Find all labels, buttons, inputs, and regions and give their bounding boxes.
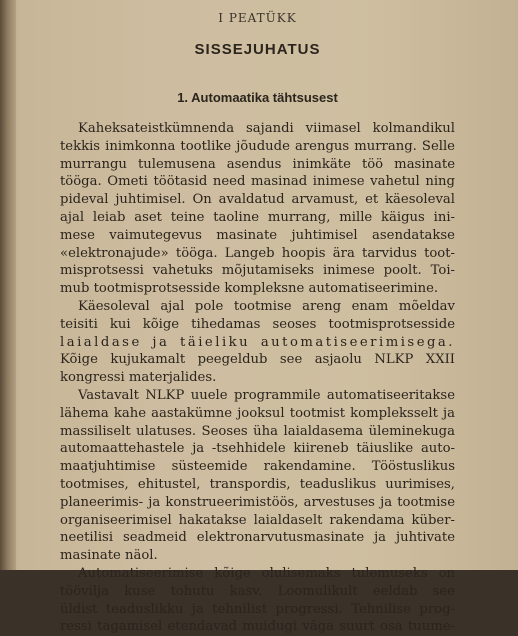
text-line: murrangu tulemusena asendus inimkäte töö masinate [60,156,455,172]
text-line: mub tootmisprotsesside kompleksne automatiseerimine. [60,281,439,297]
text-line: tööga. Ometi töötasid need masinad inimese vahetul ning [60,174,455,190]
text-line: tekkis inimkonna tootlike jõudude arengus murrang. Selle [60,138,455,154]
text-line: töövilja kuse tohutu kasv. Loomulikult eeldab see [60,583,455,599]
text-line: ajal leiab aset teine taoline murrang, mille käigus ini- [60,209,455,225]
text-line: ressi tagamisel etendavad muidugi väga suurt osa tuume- [60,619,455,635]
text-line: misprotsessi vahetuks mõjutamiseks inimese poolt. Toi- [60,263,455,279]
text-line: «elektronajude» tööga. Langeb hoopis ära tarvidus toot- [60,245,455,261]
text-line: masinate näol. [60,548,158,564]
text-line: organiseerimisel hakatakse laialdaselt rakendama küber- [60,512,455,528]
text-line: planeerimis- ja konstrueerimistöös, arvestuses ja tootmise [60,494,455,510]
text-line: Kaheksateistkümnenda sajandi viimasel kolmandikul [78,121,455,136]
text-line: teisiti kui kõige tihedamas seoses tootmisprotsesside [60,316,455,332]
text-line: maatjuhtimise süsteemide rakendamine. Tööstuslikus [60,459,455,475]
text-line: tootmises, ehitustel, transpordis, teaduslikus uurimises, [60,476,455,492]
chapter-label: I PEATÜKK [218,11,297,25]
text-line: lähema kahe aastakümne jooksul tootmist kompleksselt ja [60,405,455,421]
text-line: üldist teaduslikku ja tehnilist progressi. Tehnilise prog- [60,601,455,617]
text-line: pideval juhtimisel. On avaldatud arvamust, et käesoleval [60,192,455,208]
text-line: neetilisi seadmeid elektronarvutusmasinate ja juhtivate [60,530,455,546]
text-line: Käesoleval ajal pole tootmise areng enam mõeldav [78,298,455,314]
text-line: laialdase ja täieliku automatiseerimisega. [60,334,455,350]
section-heading: 1. Automaatika tähtsusest [177,90,338,105]
chapter-title: SISSEJUHATUS [194,41,321,58]
text-line: mese vaimutegevus masinate juhtimisel asendatakse [60,227,455,243]
text-line: Automatiseerimise kõige olulisemaks tulemuseks on [78,565,455,581]
text-line: Vastavalt NLKP uuele programmile automatiseeritakse [78,387,455,403]
text-line: automaattehastele ja -tsehhidele kiireneb täiuslike auto- [60,441,455,457]
text-line: massiliselt ulatuses. Seoses üha laialdasema üleminekuga [60,423,455,439]
text-line: Kõige kujukamalt peegeldub see asjaolu NLKP XXII [60,352,455,368]
text-line: kongressi materjalides. [60,370,217,386]
body-text [60,120,455,636]
book-spine-shadow [0,0,16,570]
